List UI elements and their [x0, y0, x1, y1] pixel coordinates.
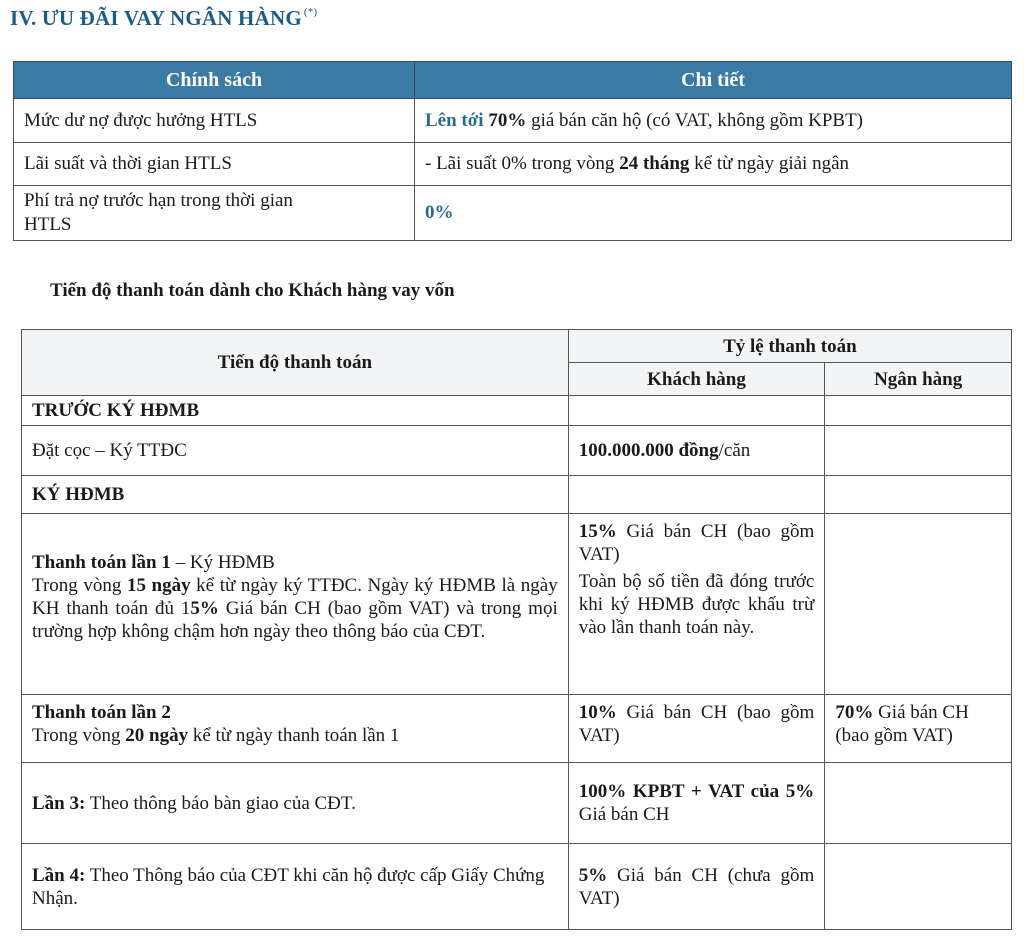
detail-cell [415, 143, 1012, 186]
payment-3-customer [568, 763, 825, 844]
payment-1-customer-percent: 15% [578, 521, 617, 542]
payment-4-text: Theo Thông báo của CĐT khi căn hộ được cấp Giấy Chứng Nhận. [32, 864, 545, 909]
detail-bold: 24 tháng [619, 153, 690, 174]
table-row [22, 844, 1012, 930]
payment-1-customer-rest: Giá bán CH (bao gồm VAT) [578, 521, 815, 565]
detail-bold: 70% [488, 109, 527, 131]
payment-1-customer-note: Toàn bộ số tiền đã đóng trước khi ký HĐMB được khấu trừ vào lần thanh toán này. [578, 571, 815, 638]
empty-cell [825, 476, 1012, 514]
payment-2-cell [22, 695, 569, 763]
loan-policy-table [13, 61, 1012, 241]
payment-schedule-title: Tiến độ thanh toán dành cho Khách hàng vay vốn [50, 280, 455, 301]
payment-2-customer-rest: Giá bán CH (bao gồm VAT) [578, 702, 815, 746]
payment-schedule-table [21, 329, 1012, 930]
detail-pre: - Lãi suất 0% trong vòng [425, 153, 615, 174]
payment-3-customer-bold: 100% KPBT + VAT của 5% [578, 781, 815, 802]
payment-2-bank [825, 695, 1012, 763]
table-row [14, 143, 1012, 186]
payment-4-cell [22, 844, 569, 930]
deposit-label: Đặt cọc – Ký TTĐC [22, 426, 569, 476]
section-title [10, 6, 317, 31]
table-header-row [22, 330, 1012, 363]
payment-2-desc: Trong vòng [32, 725, 126, 746]
empty-cell [825, 396, 1012, 426]
payment-1-days: 15 ngày [126, 575, 191, 596]
policy-cell [14, 186, 415, 241]
deposit-amount [568, 426, 825, 476]
payment-1-cell [22, 514, 569, 695]
policy-line1: Phí trả nợ trước hạn trong thời gian [24, 190, 293, 211]
deposit-amount-rest: /căn [718, 440, 751, 461]
detail-rest: giá bán căn hộ (có VAT, không gồm KPBT) [531, 109, 863, 131]
table-row [22, 763, 1012, 844]
payment-2-bank-percent: 70% [835, 702, 874, 723]
payment-1-title: Thanh toán lần 1 [32, 552, 171, 573]
section-title-mark: (*) [303, 6, 318, 18]
detail-highlight: Lên tới [425, 109, 484, 131]
policy-cell: Lãi suất và thời gian HTLS [14, 143, 415, 186]
table-row [22, 695, 1012, 763]
header-detail: Chi tiết [415, 62, 1012, 99]
payment-2-title: Thanh toán lần 2 [32, 702, 171, 723]
payment-4-customer-rest: Giá bán CH (chưa gồm VAT) [578, 864, 815, 909]
header-ratio: Tỷ lệ thanh toán [568, 330, 1011, 363]
payment-1-title-rest: – Ký HĐMB [170, 552, 275, 573]
section-label: TRƯỚC KÝ HĐMB [22, 396, 569, 426]
payment-4-label: Lần 4: [32, 864, 86, 886]
payment-2-bank-rest: Giá bán CH (bao gồm VAT) [835, 702, 969, 746]
table-row [14, 186, 1012, 241]
payment-1-customer [568, 514, 825, 695]
payment-4-customer [568, 844, 825, 930]
empty-cell [825, 844, 1012, 930]
payment-3-label: Lần 3: [32, 792, 86, 814]
detail-cell [415, 186, 1012, 241]
policy-line2: HTLS [24, 214, 72, 235]
table-row [14, 99, 1012, 143]
empty-cell [568, 476, 825, 514]
detail-post: kể từ ngày giải ngân [694, 153, 850, 174]
header-policy: Chính sách [14, 62, 415, 99]
payment-1-percent: 5% [190, 598, 219, 619]
empty-cell [568, 396, 825, 426]
section-row [22, 476, 1012, 514]
table-row [22, 514, 1012, 695]
header-customer: Khách hàng [568, 363, 825, 396]
payment-2-customer [568, 695, 825, 763]
detail-cell [415, 99, 1012, 143]
payment-3-cell [22, 763, 569, 844]
payment-3-customer-rest: Giá bán CH [578, 804, 670, 825]
policy-cell: Mức dư nợ được hưởng HTLS [14, 99, 415, 143]
payment-4-customer-percent: 5% [578, 864, 608, 886]
payment-1-desc: Trong vòng [32, 575, 127, 596]
detail-value: 0% [425, 202, 454, 223]
section-row [22, 396, 1012, 426]
header-progress: Tiến độ thanh toán [22, 330, 569, 396]
payment-3-text: Theo thông báo bàn giao của CĐT. [85, 792, 356, 814]
table-header-row [14, 62, 1012, 99]
section-label: KÝ HĐMB [22, 476, 569, 514]
payment-2-customer-percent: 10% [578, 702, 617, 723]
payment-1-desc: Giá bán CH (bao gồm VAT) và trong mọi trường hợp không chậm hơn ngày theo thông báo của CĐT. [32, 598, 558, 642]
empty-cell [825, 514, 1012, 695]
section-title-text: IV. ƯU ĐÃI VAY NGÂN HÀNG [10, 6, 302, 30]
payment-1-desc: kể từ ngày ký TTĐC. Ngày ký HĐMB là ngày KH thanh toán đủ 1 [32, 575, 558, 619]
payment-2-desc: kể từ ngày thanh toán lần 1 [188, 725, 400, 746]
empty-cell [825, 763, 1012, 844]
payment-2-days: 20 ngày [125, 725, 189, 746]
empty-cell [825, 426, 1012, 476]
header-bank: Ngân hàng [825, 363, 1012, 396]
deposit-amount-bold: 100.000.000 đồng [578, 440, 719, 461]
table-row [22, 426, 1012, 476]
